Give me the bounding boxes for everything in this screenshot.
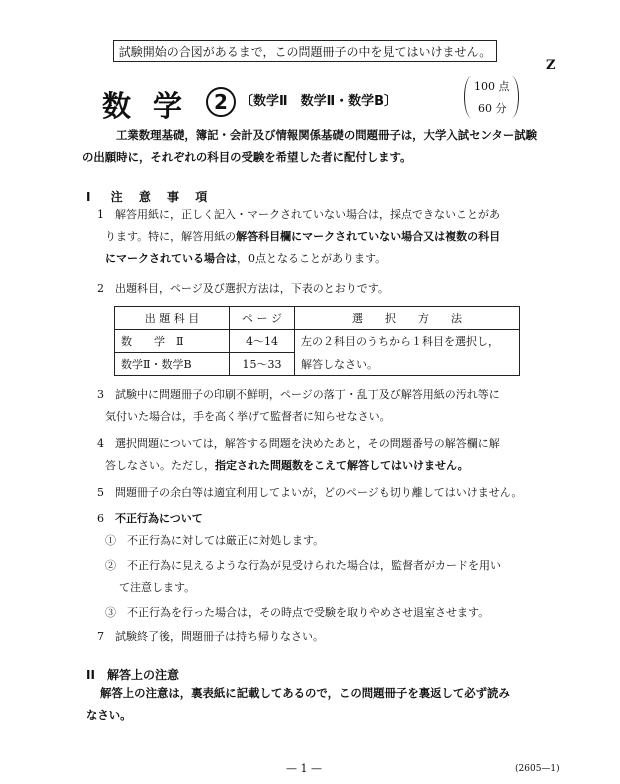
item-5	[97, 482, 522, 504]
item-4-line-1: 選択問題については，解答する問題を決めたあと，その問題番号の解答欄に解	[115, 437, 500, 450]
item-1-line-3b: ，0点となることがあります。	[237, 252, 387, 265]
table-header-row	[115, 307, 520, 330]
item-7-text: 試験終了後，問題冊子は持ち帰りなさい。	[115, 630, 324, 643]
item-1	[97, 204, 500, 270]
table-header-method: 選 択 方 法	[295, 307, 520, 330]
item-6-sub-2-line-1: 不正行為に見えるような行為が見受けられた場合は，監督者がカードを用い	[127, 559, 501, 572]
item-6-sub-2-line-2: て注意します。	[119, 581, 196, 594]
section-2-line-2: なさい。	[86, 708, 132, 722]
item-1-line-2b: 解答科目欄にマークされていない場合又は複数の科目	[236, 230, 501, 243]
section-2-numeral: II	[86, 668, 95, 682]
section-2-title: 解答上の注意	[106, 668, 179, 682]
item-3	[97, 384, 500, 428]
item-3-number: 3	[97, 388, 104, 401]
item-6-sub-1-text: 不正行為に対しては厳正に対処します。	[127, 534, 325, 547]
table-header-subject: 出 題 科 目	[115, 307, 230, 330]
table-cell-method: 左の２科目のうちから１科目を選択し，	[295, 330, 520, 353]
table-header-pages: ペ ー ジ	[230, 307, 295, 330]
item-4-line-2b: 指定された問題数をこえて解答してはいけません。	[215, 459, 469, 472]
subject-number-badge: 2	[206, 87, 236, 117]
subject-list: 〔数学Ⅱ 数学Ⅱ・数学B〕	[240, 94, 398, 109]
intro-paragraph	[82, 124, 542, 168]
item-1-line-2a: ります。特に，解答用紙の	[105, 230, 237, 243]
section-2-body	[100, 682, 510, 704]
item-6-heading: 不正行為について	[115, 512, 203, 525]
item-2-text: 出題科目，ページ及び選択方法は，下表のとおりです。	[115, 282, 389, 295]
item-6	[97, 508, 203, 530]
item-6-number: 6	[97, 512, 104, 525]
section-1-numeral: I	[86, 190, 101, 204]
item-6-sub-2-mark: ②	[105, 559, 116, 572]
item-3-line-2: 気付いた場合は，手を高く挙げて監督者に知らせなさい。	[105, 410, 391, 423]
item-6-sub-3	[105, 602, 489, 624]
item-6-sub-3-text: 不正行為を行った場合は，その時点で受験を取りやめさせ退室させます。	[127, 606, 490, 619]
item-6-sub-3-mark: ③	[105, 606, 116, 619]
item-6-sub-1-mark: ①	[105, 534, 116, 547]
item-1-line-1: 解答用紙に，正しく記入・マークされていない場合は，採点できないことがあ	[115, 208, 500, 221]
section-2-heading	[86, 666, 179, 683]
section-1-heading	[86, 188, 213, 205]
item-5-text: 問題冊子の余白等は適宜利用してよいが，どのページも切り離してはいけません。	[115, 486, 523, 499]
item-6-sub-2	[105, 555, 501, 599]
item-2	[97, 278, 389, 300]
table-cell-subject: 数学Ⅱ・数学B	[115, 353, 230, 376]
table-cell-subject: 数 学 Ⅱ	[115, 330, 230, 353]
item-1-line-3a: にマークされている場合は	[105, 252, 237, 265]
time-limit: 60 分	[478, 102, 507, 115]
document-code: (2605—1)	[515, 764, 560, 774]
intro-line-2: の出願時に，それぞれの科目の受験を希望した者に配付します。	[82, 150, 412, 164]
item-2-number: 2	[97, 282, 104, 295]
table-row	[115, 353, 520, 376]
item-7-number: 7	[97, 630, 104, 643]
item-5-number: 5	[97, 486, 104, 499]
pre-exam-notice: 試験開始の合図があるまで，この問題冊子の中を見てはいけません。	[113, 40, 497, 62]
version-code: Z	[546, 58, 556, 73]
item-1-number: 1	[97, 208, 104, 221]
section-2-line-1: 解答上の注意は，裏表紙に記載してあるので，この問題冊子を裏返して必ず読み	[100, 686, 510, 700]
section-2-body-cont	[86, 704, 132, 726]
score-points: 100 点	[474, 80, 510, 93]
item-6-sub-1	[105, 530, 324, 552]
section-1-title: 注 意 事 項	[110, 190, 214, 204]
item-4-line-2a: 答しなさい。ただし，	[105, 459, 215, 472]
subject-table	[114, 306, 520, 376]
item-3-line-1: 試験中に問題冊子の印刷不鮮明，ページの落丁・乱丁及び解答用紙の汚れ等に	[115, 388, 500, 401]
page-number: — 1 —	[286, 762, 322, 775]
table-cell-pages: 15～33	[230, 353, 295, 376]
subject-title: 数学	[102, 89, 205, 123]
intro-line-1: 工業数理基礎，簿記・会計及び情報関係基礎の問題冊子は，大学入試センター試験	[116, 128, 537, 142]
table-cell-pages: 4～14	[230, 330, 295, 353]
item-4-number: 4	[97, 437, 104, 450]
item-7	[97, 626, 324, 648]
table-cell-method: 解答しなさい。	[295, 353, 520, 376]
table-row	[115, 330, 520, 353]
item-4	[97, 433, 500, 477]
